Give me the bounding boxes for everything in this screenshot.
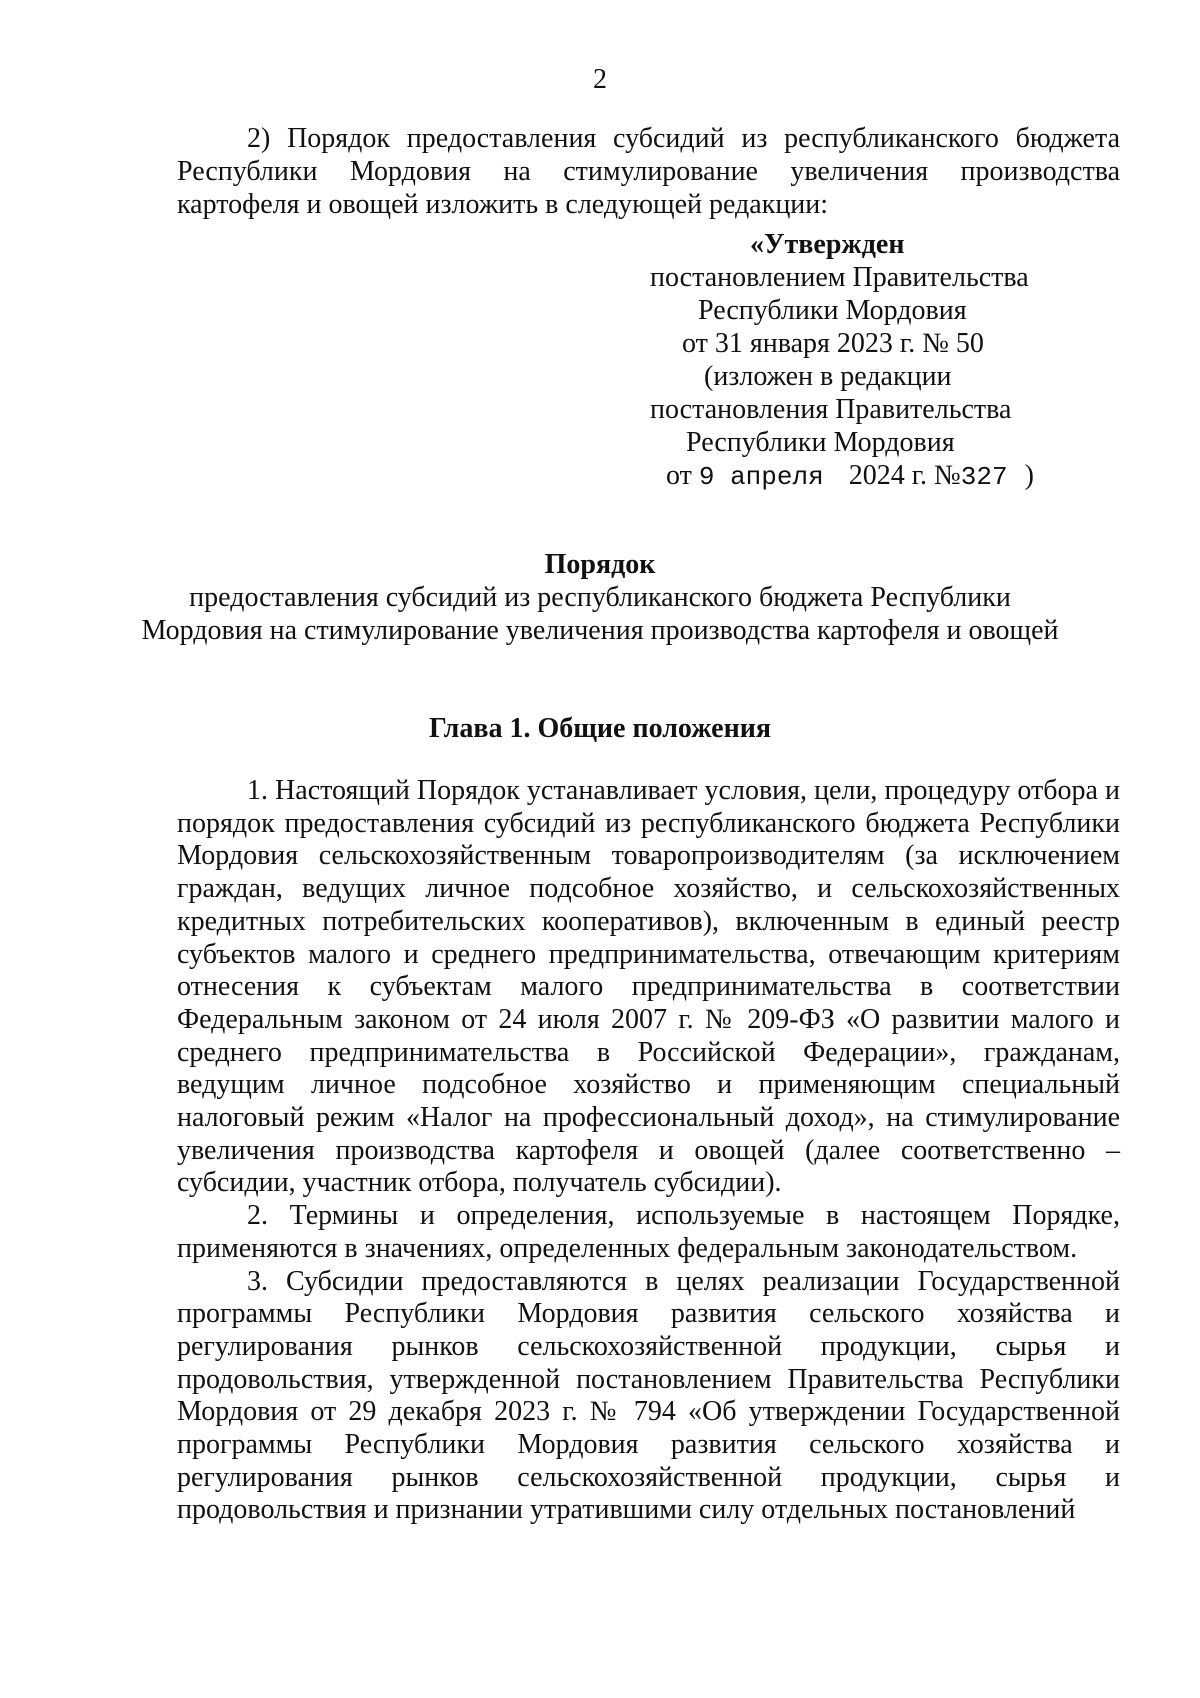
body-text bbox=[177, 775, 1120, 1527]
approval-date-line bbox=[640, 459, 1120, 494]
document-title bbox=[0, 548, 1200, 647]
document-title-line-1: предоставления субсидий из республиканского бюджета Республики bbox=[189, 582, 1011, 613]
approval-block bbox=[640, 228, 1120, 494]
approval-line-4: (изложен в редакции bbox=[704, 361, 952, 392]
approval-line-1: постановлением Правительства bbox=[650, 262, 1029, 293]
intro-paragraph bbox=[177, 122, 1120, 221]
approval-line-2: Республики Мордовия bbox=[698, 295, 967, 326]
paragraph-3: 3. Субсидии предоставляются в целях реализации Государственной программы Республики Мордовия развития сельского хозяйства и регулирования рынков сельскохозяйственной продукции, сырья и продовольствия, утвержденной постановлением Правительства Республики Мордовия от 29 декабря 2023 г. № 794 «Об утверждении Государственной программы Республики Мордовия развития сельского хозяйства и регулирования рынков сельскохозяйственной продукции, сырья и продовольствия и признании утратившими силу отдельных постановлений bbox=[177, 1265, 1120, 1526]
page-number: 2 bbox=[593, 64, 607, 95]
intro-line-2: Республики Мордовия на стимулирование увеличения производства bbox=[177, 156, 1120, 187]
intro-line-3: картофеля и овощей изложить в следующей редакции: bbox=[177, 189, 829, 220]
approval-date-prefix: от bbox=[666, 460, 692, 491]
document-title-heading: Порядок bbox=[544, 549, 656, 580]
paragraph-1: 1. Настоящий Порядок устанавливает условия, цели, процедуру отбора и порядок предоставления субсидий из республиканского бюджета Республики Мордовия сельскохозяйственным товаропроизводителям (за исключением граждан, ведущих личное подсобное хозяйство, и сельскохозяйственных кредитных потребительских кооперативов), включенным в единый реестр субъектов малого и среднего предпринимательства, отвечающим критериям отнесения к субъектам малого предпринимательства в соответствии Федеральным законом от 24 июля 2007 г. № 209-ФЗ «О развитии малого и среднего предпринимательства в Российской Федерации», гражданам, ведущим личное подсобное хозяйство и применяющим специальный налоговый режим «Налог на профессиональный доход», на стимулирование увеличения производства картофеля и овощей (далее соответственно – субсидии, участник отбора, получатель субсидии). bbox=[177, 775, 1120, 1199]
approval-line-6: Республики Мордовия bbox=[686, 427, 955, 458]
approval-date-year: 2024 г. № bbox=[848, 460, 961, 491]
approval-line-3: от 31 января 2023 г. № 50 bbox=[682, 328, 984, 359]
document-title-line-2: Мордовия на стимулирование увеличения производства картофеля и овощей bbox=[141, 615, 1059, 646]
approval-date-suffix: ) bbox=[1024, 460, 1034, 491]
approval-date-number: 327 bbox=[960, 462, 1008, 492]
approval-date-day-month: 9 апреля bbox=[698, 462, 824, 492]
intro-line-1: 2) Порядок предоставления субсидий из республиканского бюджета bbox=[247, 123, 1120, 154]
chapter-title: Глава 1. Общие положения bbox=[428, 713, 771, 744]
paragraph-2: 2. Термины и определения, используемые в настоящем Порядке, применяются в значениях, определенных федеральным законодательством. bbox=[177, 1200, 1120, 1264]
approval-heading: «Утвержден bbox=[750, 229, 905, 260]
approval-line-5: постановления Правительства bbox=[650, 394, 1012, 425]
